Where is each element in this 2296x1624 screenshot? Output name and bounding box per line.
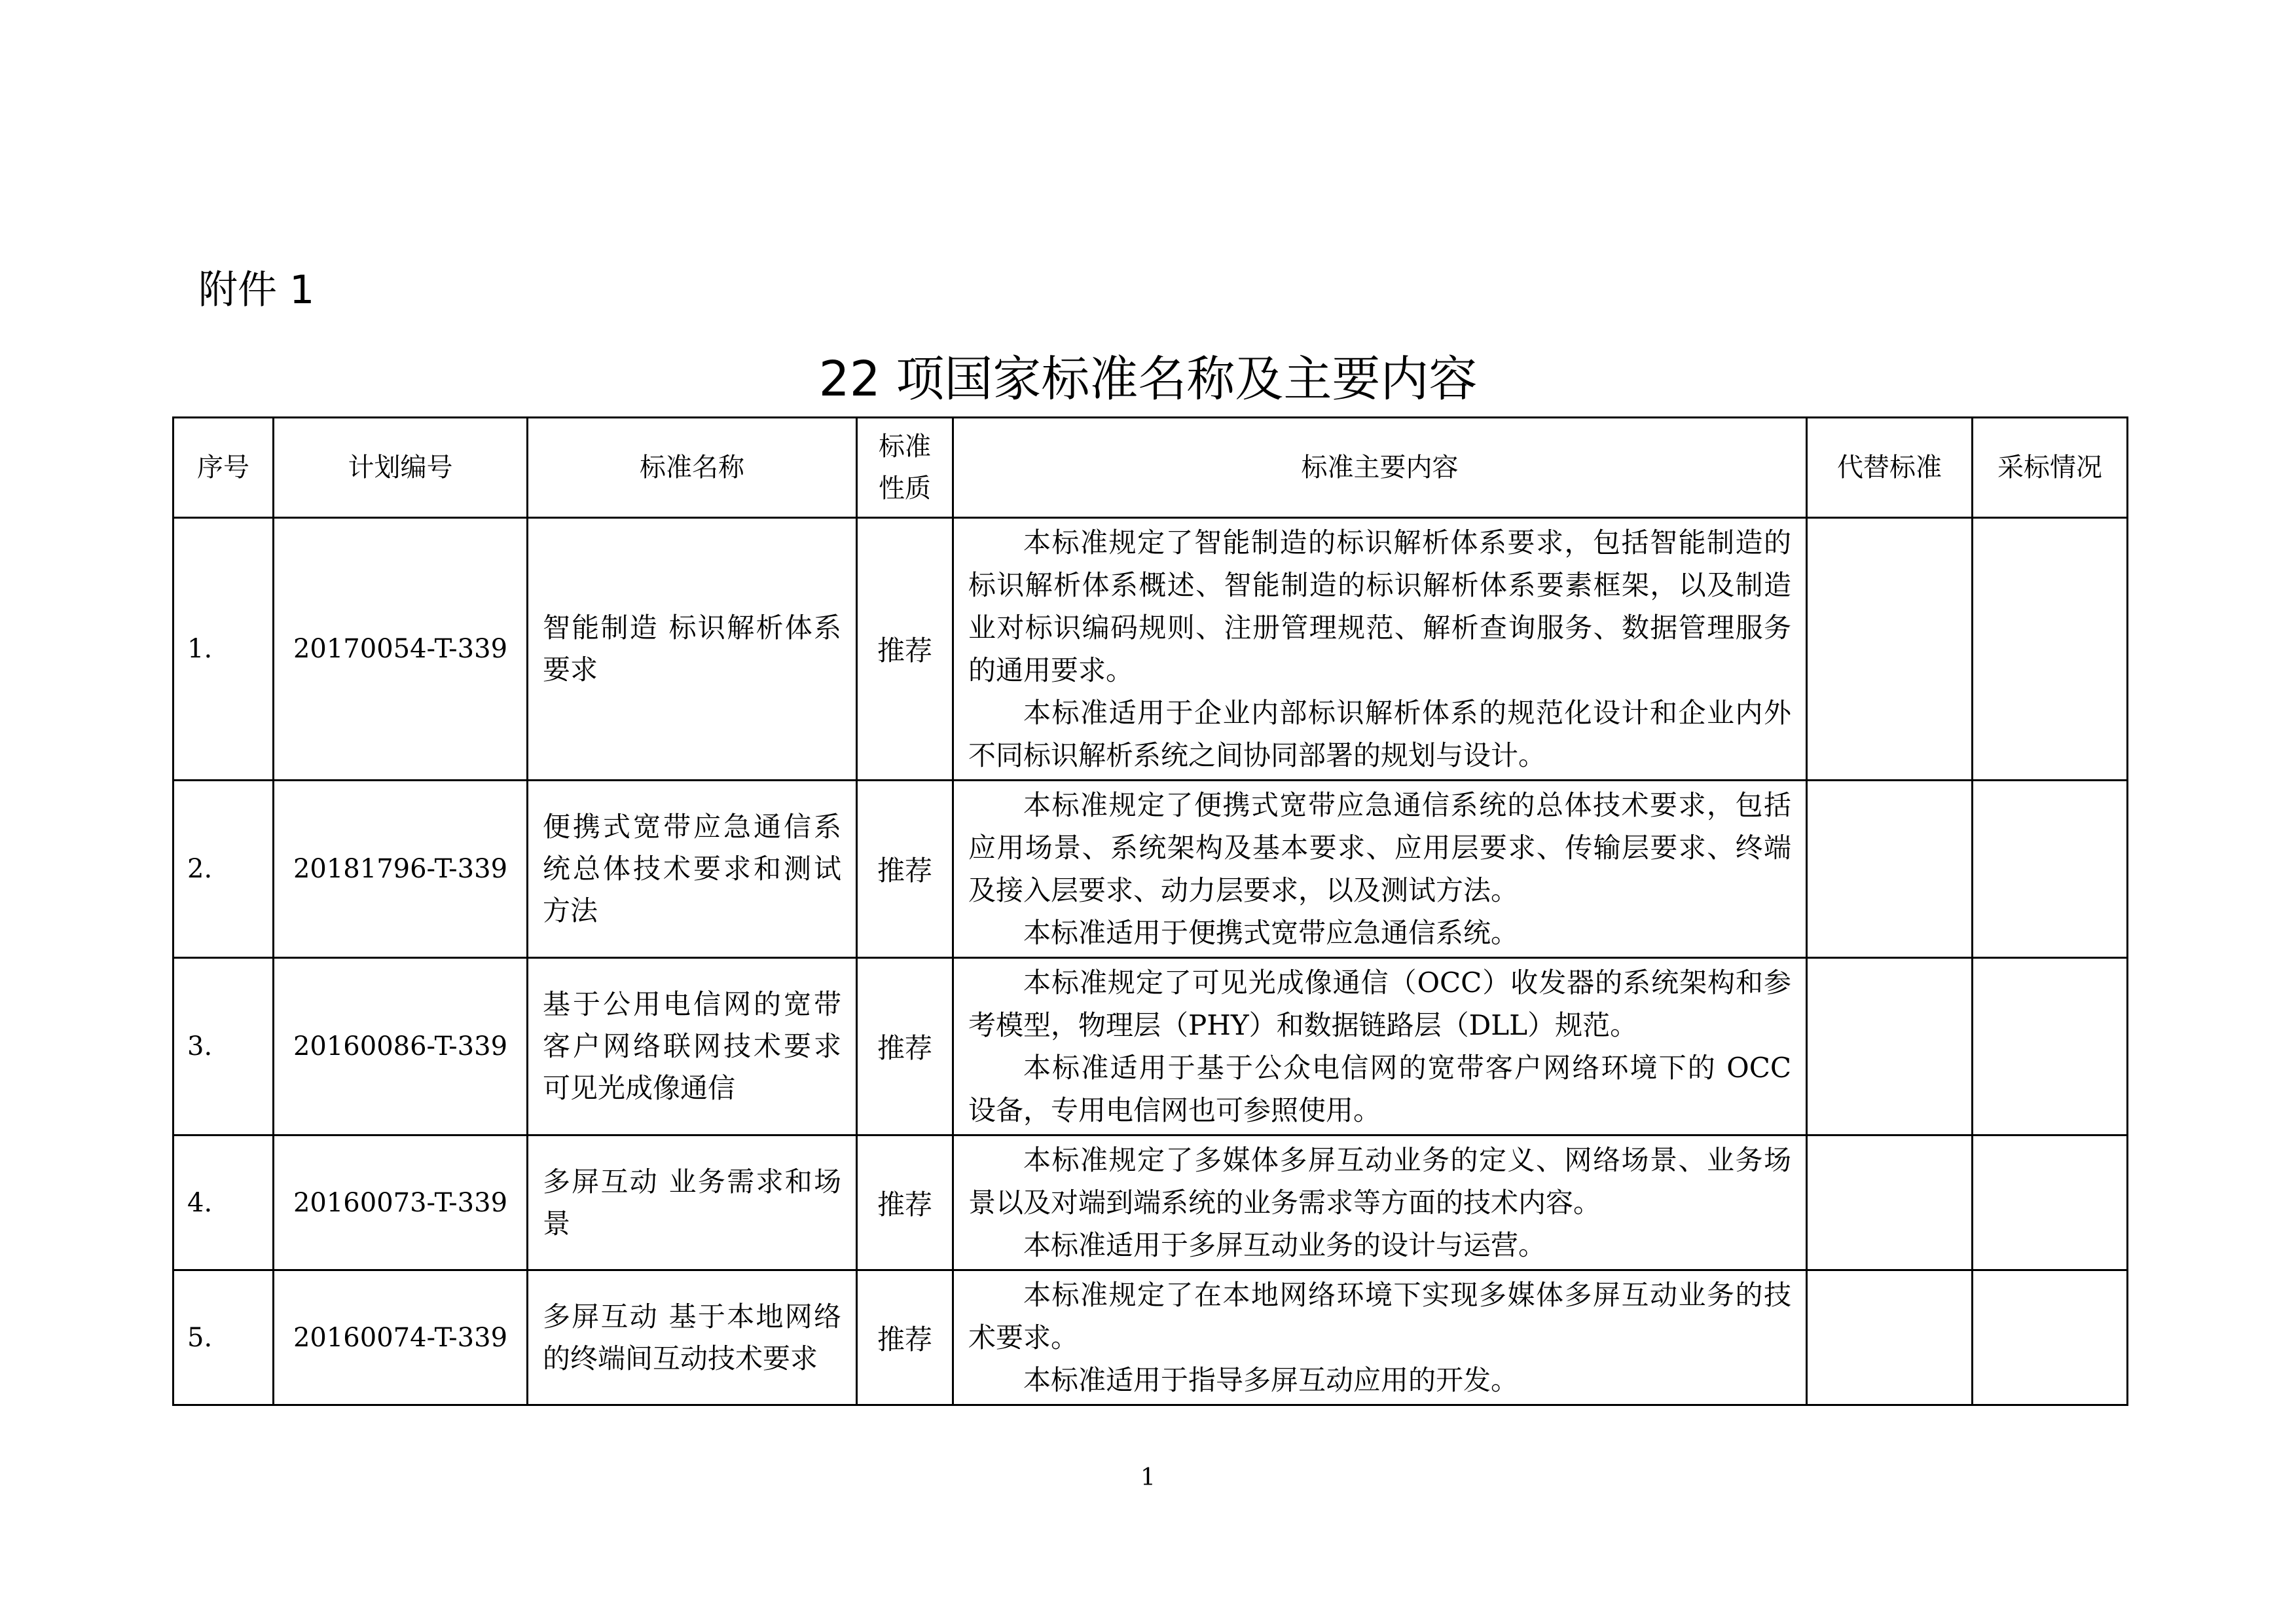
- row-no: 2.: [173, 781, 274, 958]
- header-nature: 标准 性质: [857, 418, 953, 518]
- row-replaces: [1807, 1135, 1973, 1270]
- row-adoption: [1973, 518, 2128, 781]
- table-row: [173, 1270, 2128, 1405]
- standards-table: [172, 416, 2128, 1406]
- row-nature: 推荐: [857, 958, 953, 1135]
- header-name: 标准名称: [528, 418, 857, 518]
- row-nature: 推荐: [857, 518, 953, 781]
- row-adoption: [1973, 1135, 2128, 1270]
- row-no: 4.: [173, 1135, 274, 1270]
- row-standard-name: 基于公用电信网的宽带客户网络联网技术要求 可见光成像通信: [528, 958, 857, 1135]
- content-paragraph: 本标准适用于基于公众电信网的宽带客户网络环境下的 OCC 设备，专用电信网也可参照使用。: [968, 1052, 1791, 1126]
- row-standard-name: 多屏互动 基于本地网络的终端间互动技术要求: [528, 1270, 857, 1405]
- row-plan-no: 20160073-T-339: [274, 1135, 528, 1270]
- document-title: 22 项国家标准名称及主要内容: [818, 351, 1478, 407]
- header-plan-no: 计划编号: [274, 418, 528, 518]
- content-paragraph: 本标准规定了便携式宽带应急通信系统的总体技术要求，包括应用场景、系统架构及基本要求、应用层要求、传输层要求、终端及接入层要求、动力层要求，以及测试方法。: [968, 789, 1791, 906]
- table-row: [173, 958, 2128, 1135]
- row-nature: 推荐: [857, 1135, 953, 1270]
- content-paragraph: 本标准规定了智能制造的标识解析体系要求，包括智能制造的标识解析体系概述、智能制造的标识解析体系要素框架，以及制造业对标识编码规则、注册管理规范、解析查询服务、数据管理服务的通用要求。: [968, 526, 1791, 686]
- header-content: 标准主要内容: [953, 418, 1807, 518]
- content-paragraph: 本标准规定了多媒体多屏互动业务的定义、网络场景、业务场景以及对端到端系统的业务需求等方面的技术内容。: [968, 1144, 1791, 1219]
- row-no: 3.: [173, 958, 274, 1135]
- row-replaces: [1807, 958, 1973, 1135]
- row-content: [953, 1270, 1807, 1405]
- row-plan-no: 20181796-T-339: [274, 781, 528, 958]
- row-content: [953, 958, 1807, 1135]
- header-replaces: 代替标准: [1807, 418, 1973, 518]
- row-no: 1.: [173, 518, 274, 781]
- row-nature: 推荐: [857, 781, 953, 958]
- row-adoption: [1973, 958, 2128, 1135]
- header-adoption: 采标情况: [1973, 418, 2128, 518]
- row-no: 5.: [173, 1270, 274, 1405]
- row-standard-name: 智能制造 标识解析体系要求: [528, 518, 857, 781]
- content-paragraph: 本标准规定了可见光成像通信（OCC）收发器的系统架构和参考模型，物理层（PHY）和数据链路层（DLL）规范。: [968, 967, 1791, 1041]
- content-paragraph: 本标准适用于多屏互动业务的设计与运营。: [1023, 1229, 1546, 1261]
- row-replaces: [1807, 518, 1973, 781]
- row-standard-name: 便携式宽带应急通信系统总体技术要求和测试方法: [528, 781, 857, 958]
- table-header-row: [173, 418, 2128, 518]
- content-paragraph: 本标准适用于企业内部标识解析体系的规范化设计和企业内外不同标识解析系统之间协同部署的规划与设计。: [968, 697, 1791, 771]
- table-row: [173, 518, 2128, 781]
- table-row: [173, 781, 2128, 958]
- row-content: [953, 781, 1807, 958]
- header-no: 序号: [173, 418, 274, 518]
- content-paragraph: 本标准适用于便携式宽带应急通信系统。: [1023, 917, 1519, 949]
- row-plan-no: 20160086-T-339: [274, 958, 528, 1135]
- row-nature: 推荐: [857, 1270, 953, 1405]
- content-paragraph: 本标准规定了在本地网络环境下实现多媒体多屏互动业务的技术要求。: [968, 1279, 1791, 1354]
- content-paragraph: 本标准适用于指导多屏互动应用的开发。: [1023, 1364, 1519, 1396]
- row-replaces: [1807, 781, 1973, 958]
- table-row: [173, 1135, 2128, 1270]
- row-standard-name: 多屏互动 业务需求和场景: [528, 1135, 857, 1270]
- row-plan-no: 20170054-T-339: [274, 518, 528, 781]
- row-plan-no: 20160074-T-339: [274, 1270, 528, 1405]
- row-adoption: [1973, 781, 2128, 958]
- row-content: [953, 1135, 1807, 1270]
- row-content: [953, 518, 1807, 781]
- page-number: 1: [1140, 1464, 1156, 1491]
- attachment-label: 附件 1: [198, 267, 315, 313]
- row-replaces: [1807, 1270, 1973, 1405]
- row-adoption: [1973, 1270, 2128, 1405]
